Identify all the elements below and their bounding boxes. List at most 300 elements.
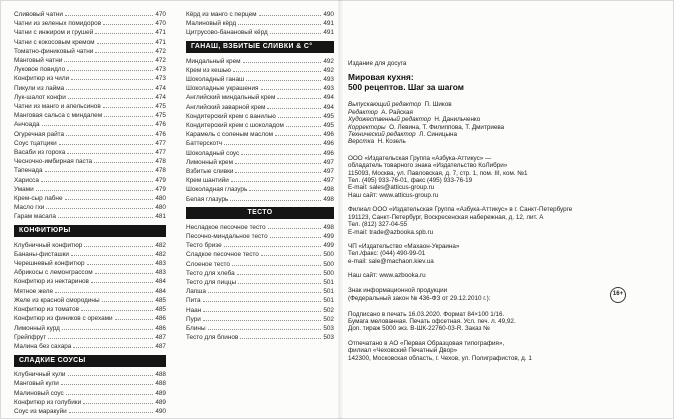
toc-page-number: 470: [155, 11, 166, 18]
toc-entry-label: Кондитерский крем с ванилью: [186, 112, 276, 120]
toc-page-number: 499: [323, 242, 334, 250]
toc-entry-label: Лук-шалот конфи: [14, 93, 66, 101]
toc-entry: [186, 57, 334, 66]
toc-entry: [14, 277, 166, 286]
toc-entry: [186, 75, 334, 84]
age-rating-text: Знак информационной продукции (Федеральный закон № 436-ФЗ от 29.12.2010 г.):: [348, 287, 491, 302]
dotted-leader: [55, 292, 153, 293]
toc-entry-label: Тесто для блинов: [186, 334, 239, 342]
toc-entry: [14, 259, 166, 268]
toc-page-number: 500: [323, 251, 334, 259]
toc-page-number: 478: [155, 158, 166, 166]
publisher-block: Наш сайт: www.azbooka.ru: [348, 272, 426, 280]
dotted-leader: [71, 255, 153, 256]
toc-entry-label: Соус тцатцики: [14, 139, 57, 147]
dotted-leader: [36, 190, 154, 191]
staff-credit-line: Корректоры О. Левина, Т. Филиппова, Т. Дмитриева: [348, 123, 505, 131]
toc-entry: [14, 130, 166, 139]
toc-entry-label: Конфитюр из нектаринов: [14, 278, 89, 286]
staff-credit-line: Выпускающий редактор П. Шиков: [348, 101, 452, 109]
toc-entry: [14, 212, 166, 221]
toc-page-number: 495: [323, 112, 334, 120]
toc-page-number: 483: [155, 260, 166, 268]
dotted-leader: [91, 282, 153, 283]
toc-entry-label: Песочно-миндальное тесто: [186, 233, 268, 241]
toc-entry: [186, 176, 334, 185]
toc-entry-label: Грейпфрут: [14, 333, 47, 341]
toc-page-number: 486: [155, 324, 166, 332]
toc-entry: [186, 185, 334, 194]
toc-page-number: 479: [155, 185, 166, 193]
toc-entry-label: Лимонный курд: [14, 324, 60, 332]
age-rating-block: [348, 287, 626, 303]
dotted-leader: [68, 375, 154, 376]
toc-page-number: 475: [155, 112, 166, 120]
toc-page-number: 498: [323, 195, 334, 203]
toc-column-1: [14, 10, 166, 416]
toc-entry-label: Малина без сахара: [14, 342, 72, 350]
dotted-leader: [66, 394, 154, 395]
toc-entry-label: Блины: [186, 325, 206, 333]
toc-page-number: 496: [323, 149, 334, 157]
toc-entry: [14, 370, 166, 379]
toc-page-number: 480: [155, 204, 166, 212]
dotted-leader: [235, 163, 321, 164]
dotted-leader: [67, 153, 153, 154]
toc-entry-label: Белая глазурь: [186, 195, 229, 203]
toc-entry: [186, 324, 334, 333]
dotted-leader: [224, 246, 322, 247]
toc-entry-label: Анчоада: [14, 121, 40, 129]
toc-entry: [14, 333, 166, 342]
dotted-leader: [65, 15, 153, 16]
toc-entry-label: Малиновый кёрд: [186, 20, 237, 28]
dotted-leader: [208, 292, 321, 293]
dotted-leader: [203, 301, 322, 302]
dotted-leader: [241, 154, 321, 155]
toc-entry: [14, 379, 166, 388]
toc-page-number: 496: [323, 131, 334, 139]
toc-section-header: ГАНАШ, ВЗБИТЫЕ СЛИВКИ & С°: [186, 41, 334, 53]
dotted-leader: [261, 255, 321, 256]
toc-page-number: 471: [155, 29, 166, 37]
toc-page-number: 501: [323, 288, 334, 296]
toc-page-number: 503: [323, 325, 334, 333]
dotted-leader: [238, 283, 321, 284]
dotted-leader: [224, 144, 321, 145]
toc-entry-label: Мятное желе: [14, 287, 54, 295]
toc-entry: [186, 66, 334, 75]
toc-entry-label: Абрикосы с лемонграссом: [14, 269, 93, 277]
toc-entry: [14, 185, 166, 194]
toc-entry: [186, 10, 334, 19]
toc-entry: [186, 130, 334, 139]
toc-entry-label: Наан: [186, 306, 202, 314]
dotted-leader: [268, 228, 322, 229]
toc-entry: [14, 342, 166, 351]
dotted-leader: [104, 116, 153, 117]
toc-page-number: 485: [155, 306, 166, 314]
toc-page-number: 488: [155, 371, 166, 379]
toc-entry: [186, 260, 334, 269]
toc-entry: [186, 269, 334, 278]
toc-page-number: 474: [155, 84, 166, 92]
toc-page-number: 471: [155, 38, 166, 46]
toc-entry-label: Слоеное тесто: [186, 260, 230, 268]
dotted-leader: [231, 181, 321, 182]
toc-entry: [186, 195, 334, 204]
toc-entry-label: Тапенада: [14, 167, 43, 175]
toc-entry: [186, 121, 334, 130]
dotted-leader: [66, 89, 153, 90]
toc-page-number: 500: [323, 269, 334, 277]
toc-entry: [14, 203, 166, 212]
toc-page-number: 489: [155, 398, 166, 406]
toc-entry: [14, 287, 166, 296]
toc-page-number: 472: [155, 57, 166, 65]
toc-entry-label: Желе из красной смородины: [14, 296, 100, 304]
toc-entry: [186, 167, 334, 176]
toc-entry: [186, 223, 334, 232]
toc-entry-label: Клубничный кули: [14, 371, 66, 379]
dotted-leader: [87, 264, 154, 265]
toc-entry: [186, 103, 334, 112]
toc-entry: [14, 47, 166, 56]
toc-page-number: 498: [323, 186, 334, 194]
dotted-leader: [95, 273, 154, 274]
toc-entry-label: Английский миндальный крем: [186, 94, 276, 102]
toc-entry: [186, 84, 334, 93]
toc-entry: [14, 65, 166, 74]
dotted-leader: [64, 61, 153, 62]
toc-entry-label: Харисса: [14, 176, 39, 184]
toc-page-number: 496: [323, 140, 334, 148]
toc-entry-label: Чесночно-имбирная паста: [14, 158, 93, 166]
toc-page-number: 490: [155, 407, 166, 415]
toc-page-number: 494: [323, 103, 334, 111]
toc-page-number: 484: [155, 278, 166, 286]
toc-entry-label: Крем из кешью: [186, 66, 231, 74]
staff-credit-line: Художественный редактор Н. Данильченко: [348, 116, 481, 124]
toc-entry-label: Соус из маракуйи: [14, 407, 67, 415]
toc-entry-label: Чатни с инжиром и грушей: [14, 29, 94, 37]
dotted-leader: [58, 217, 153, 218]
dotted-leader: [249, 190, 321, 191]
toc-entry-label: Карамель с соленым маслом: [186, 131, 274, 139]
dotted-leader: [81, 310, 153, 311]
dotted-leader: [46, 208, 153, 209]
dotted-leader: [59, 144, 154, 145]
toc-page-number: 489: [155, 389, 166, 397]
dotted-leader: [286, 126, 321, 127]
toc-entry-label: Английский заварной крем: [186, 103, 266, 111]
toc-entry: [186, 315, 334, 324]
toc-page-number: 490: [323, 11, 334, 18]
toc-page-number: 502: [323, 306, 334, 314]
toc-entry-label: Луковое повидло: [14, 66, 66, 74]
dotted-leader: [232, 265, 321, 266]
dotted-leader: [67, 70, 153, 71]
toc-page-number: 482: [155, 250, 166, 258]
dotted-leader: [94, 162, 153, 163]
toc-page-number: 481: [155, 213, 166, 221]
dotted-leader: [48, 338, 153, 339]
dotted-leader: [203, 320, 321, 321]
toc-entry-label: Несладкое песочное тесто: [186, 223, 266, 231]
toc-entry: [14, 296, 166, 305]
toc-entry: [186, 278, 334, 287]
toc-entry: [14, 111, 166, 120]
toc-entry-label: Томатно-финиковый чатни: [14, 47, 94, 55]
dotted-leader: [246, 80, 321, 81]
publisher-block: Филиал ООО «Издательская Группа «Азбука-Аттикус» в г. Санкт-Петербурге 191123, Санкт-Петербург, Воскресенская набережная, д. 12, лит. А Тел. (812) 327-04-55 E-mail: trade@azbooka.spb.ru: [348, 206, 573, 236]
toc-entry: [14, 250, 166, 259]
book-title-line1: Мировая кухня:: [348, 72, 414, 83]
imprint-page: [348, 60, 626, 369]
toc-entry-label: Шоколадный ганаш: [186, 76, 245, 84]
staff-credits: [348, 101, 626, 145]
toc-entry: [14, 407, 166, 416]
toc-entry: [186, 28, 334, 37]
dotted-leader: [45, 171, 154, 172]
toc-entry-label: Умами: [14, 185, 34, 193]
toc-entry-label: Клубничный конфитюр: [14, 241, 83, 249]
toc-page-number: 492: [323, 57, 334, 65]
toc-entry: [14, 389, 166, 398]
toc-page-number: 473: [155, 66, 166, 74]
toc-page-number: 497: [323, 168, 334, 176]
toc-column-2: [186, 10, 334, 343]
toc-entry-label: Сливовый чатни: [14, 11, 63, 18]
toc-entry-label: Лапша: [186, 288, 206, 296]
toc-entry-label: Манговый кули: [14, 380, 59, 388]
toc-page-number: 478: [155, 167, 166, 175]
toc-entry: [14, 157, 166, 166]
toc-entry: [14, 84, 166, 93]
toc-entry: [14, 56, 166, 65]
toc-entry-label: Малиновый соус: [14, 389, 64, 397]
toc-entry-label: Тесто для пиццы: [186, 279, 237, 287]
toc-page-number: 492: [323, 66, 334, 74]
page-spine: [338, 0, 345, 419]
toc-entry-label: Крем шантийи: [186, 177, 229, 185]
toc-entry-label: Сладкое песочное тесто: [186, 251, 259, 259]
dotted-leader: [277, 98, 321, 99]
toc-entry-label: Васаби из гороха: [14, 149, 66, 157]
toc-entry: [14, 74, 166, 83]
age-rating-badge: 16+: [610, 287, 626, 303]
toc-page-number: 487: [155, 333, 166, 341]
dotted-leader: [275, 135, 321, 136]
toc-entry: [14, 19, 166, 28]
toc-entry-label: Шоколадная глазурь: [186, 186, 248, 194]
dotted-leader: [233, 71, 321, 72]
toc-entry-label: Цитрусово-банановый кёрд: [186, 29, 268, 37]
dotted-leader: [95, 33, 153, 34]
dotted-leader: [61, 384, 154, 385]
toc-entry-label: Кондитерский крем с шоколадом: [186, 122, 284, 130]
book-title-line2: 500 рецептов. Шаг за шагом: [348, 82, 464, 93]
toc-entry-label: Пури: [186, 315, 201, 323]
toc-entry: [14, 28, 166, 37]
toc-entry: [14, 268, 166, 277]
toc-entry: [186, 250, 334, 259]
staff-credit-line: Технический редактор Л. Синицына: [348, 131, 457, 139]
toc-entry: [14, 241, 166, 250]
dotted-leader: [83, 403, 153, 404]
toc-entry: [14, 10, 166, 19]
dotted-leader: [95, 52, 153, 53]
toc-entry-label: Конфитюр из чили: [14, 75, 70, 83]
toc-entry-label: Шоколадный соус: [186, 149, 240, 157]
dotted-leader: [235, 172, 321, 173]
toc-page-number: 488: [155, 380, 166, 388]
dotted-leader: [115, 319, 154, 320]
toc-entry-label: Конфитюр из фиников с орехами: [14, 315, 113, 323]
toc-page-number: 498: [323, 223, 334, 231]
toc-entry-label: Черешневый конфитюр: [14, 260, 85, 268]
toc-page-number: 495: [323, 122, 334, 130]
dotted-leader: [66, 135, 153, 136]
toc-page-number: 493: [323, 85, 334, 93]
toc-page-number: 483: [155, 269, 166, 277]
toc-page-number: 502: [323, 315, 334, 323]
toc-page-number: 477: [155, 149, 166, 157]
toc-page-number: 477: [155, 139, 166, 147]
toc-page-number: 491: [323, 29, 334, 37]
toc-entry: [14, 38, 166, 47]
dotted-leader: [238, 24, 321, 25]
toc-entry-label: Взбитые сливки: [186, 168, 234, 176]
toc-page-number: 470: [155, 20, 166, 28]
dotted-leader: [230, 200, 321, 201]
dotted-leader: [237, 274, 322, 275]
publisher-block: ООО «Издательская Группа «Азбука-Аттикус» — обладатель товарного знака «Издательство КоЛибри» 115093, Москва, ул. Павловская, д. 7, стр. 1, пом. III, ком. №1 Тел. (495) 933-76-01, факс (495) 933-76-19 E-mail: sales@atticus-group.ru Наш сайт: www.atticus-group.ru: [348, 154, 528, 199]
dotted-leader: [62, 329, 153, 330]
toc-entry-label: Огуречная райта: [14, 130, 65, 138]
dotted-leader: [69, 412, 154, 413]
toc-page-number: 497: [323, 177, 334, 185]
toc-page-number: 476: [155, 121, 166, 129]
toc-entry: [186, 93, 334, 102]
dotted-leader: [102, 301, 154, 302]
toc-page-number: 499: [323, 233, 334, 241]
toc-entry-label: Конфитюр из голубики: [14, 398, 82, 406]
toc-entry-label: Чатни из зеленых помидоров: [14, 20, 102, 28]
staff-credit-line: Верстка Н. Козель: [348, 138, 406, 146]
toc-page-number: 474: [155, 93, 166, 101]
dotted-leader: [103, 107, 154, 108]
toc-entry: [186, 112, 334, 121]
toc-entry: [186, 306, 334, 315]
toc-entry: [186, 19, 334, 28]
toc-page-number: 472: [155, 47, 166, 55]
publisher-blocks: [348, 155, 626, 280]
toc-entry-label: Кёрд из манго с перцем: [186, 11, 257, 18]
dotted-leader: [259, 15, 322, 16]
dotted-leader: [208, 329, 322, 330]
toc-page-number: 494: [323, 94, 334, 102]
toc-entry-label: Масло гхи: [14, 204, 45, 212]
dotted-leader: [278, 117, 321, 118]
toc-section-header: СЛАДКИЕ СОУСЫ: [14, 355, 166, 367]
dotted-leader: [270, 33, 322, 34]
toc-entry: [14, 102, 166, 111]
toc-entry: [14, 305, 166, 314]
toc-entry: [186, 149, 334, 158]
toc-page-number: 501: [323, 279, 334, 287]
dotted-leader: [267, 108, 321, 109]
toc-page-number: 500: [323, 260, 334, 268]
dotted-leader: [41, 181, 153, 182]
toc-section-header: КОНФИТЮРЫ: [14, 225, 166, 237]
toc-entry: [14, 398, 166, 407]
toc-entry: [14, 120, 166, 129]
toc-entry-label: Манговый чатни: [14, 57, 63, 65]
toc-entry: [14, 324, 166, 333]
toc-entry: [186, 296, 334, 305]
toc-entry: [186, 139, 334, 148]
toc-entry: [186, 333, 334, 342]
toc-page-number: 503: [323, 334, 334, 342]
print-block: Подписано в печать 16.03.2020. Формат 84×100 1/16. Бумага мелованная. Печать офсетная. Усл. печ. л. 49,92. Доп. тираж 5000 экз. В-ШК-22760-03-R. Заказ №: [348, 310, 516, 333]
toc-entry-label: Чатни из манго и апельсинов: [14, 103, 101, 111]
toc-entry-label: Лимонный крем: [186, 158, 234, 166]
edition-category: Издание для досуга: [348, 60, 407, 67]
toc-entry-label: Бананы-фисташки: [14, 250, 70, 258]
toc-entry: [14, 148, 166, 157]
toc-entry: [186, 158, 334, 167]
staff-credit-line: Редактор А. Райская: [348, 108, 413, 116]
print-blocks: [348, 311, 626, 362]
dotted-leader: [84, 246, 153, 247]
toc-page-number: 486: [155, 315, 166, 323]
dotted-leader: [240, 338, 321, 339]
toc-entry-label: Тесто бризе: [186, 242, 222, 250]
print-block: Отпечатано в АО «Первая Образцовая типография», филиал «Чеховский Печатный Двор» 142300, Московская область, г. Чехов, ул. Полиграфистов, д. 1: [348, 339, 532, 362]
toc-entry-label: Баттерскотч: [186, 140, 223, 148]
toc-entry-label: Пикули из лайма: [14, 84, 65, 92]
toc-entry: [186, 232, 334, 241]
toc-entry-label: Гарам масала: [14, 213, 56, 221]
toc-page-number: 497: [323, 158, 334, 166]
dotted-leader: [73, 347, 153, 348]
toc-page-number: 501: [323, 297, 334, 305]
toc-entry: [186, 241, 334, 250]
dotted-leader: [243, 62, 322, 63]
toc-entry-label: Конфитюр из томатов: [14, 306, 79, 314]
toc-entry: [186, 287, 334, 296]
dotted-leader: [68, 98, 154, 99]
toc-entry: [14, 93, 166, 102]
toc-entry: [14, 194, 166, 203]
dotted-leader: [42, 125, 154, 126]
dotted-leader: [261, 89, 322, 90]
toc-entry-label: Тесто для хлеба: [186, 269, 235, 277]
dotted-leader: [65, 199, 154, 200]
dotted-leader: [270, 237, 322, 238]
toc-page-number: 475: [155, 103, 166, 111]
toc-page-number: 485: [155, 296, 166, 304]
toc-section-header: ТЕСТО: [186, 207, 334, 219]
toc-entry: [14, 176, 166, 185]
toc-page-number: 476: [155, 130, 166, 138]
dotted-leader: [203, 311, 321, 312]
toc-entry-label: Миндальный крем: [186, 57, 241, 65]
toc-entry: [14, 314, 166, 323]
toc-entry-label: Пита: [186, 297, 201, 305]
dotted-leader: [103, 24, 153, 25]
